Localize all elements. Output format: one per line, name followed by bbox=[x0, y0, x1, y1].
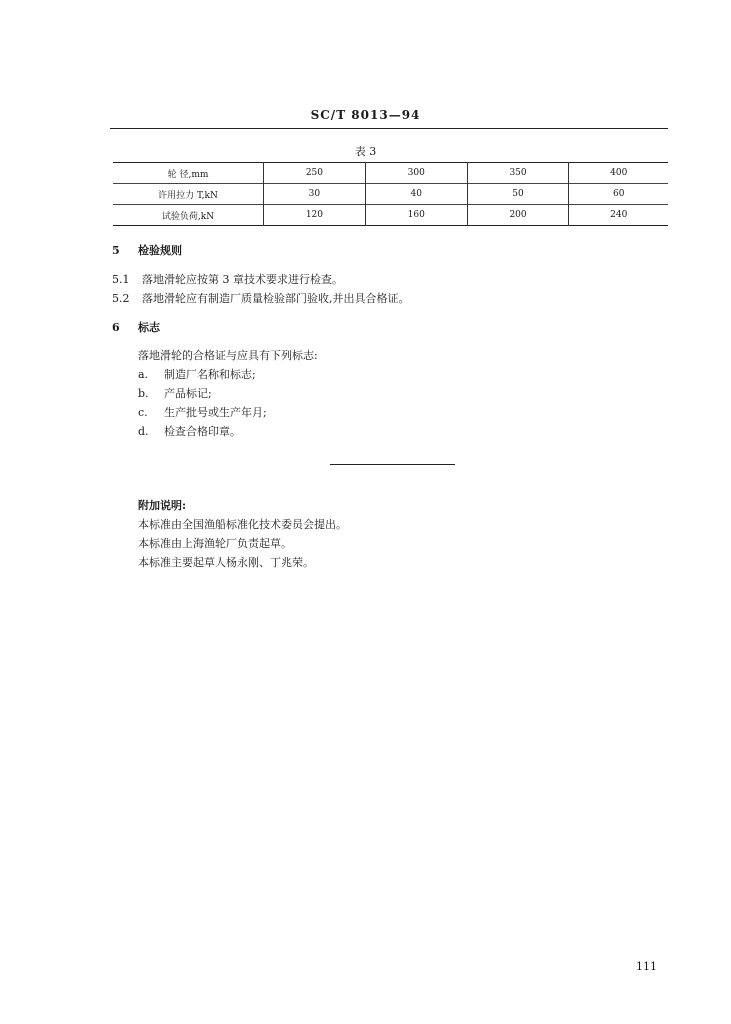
note-line: 本标准由上海渔轮厂负责起草。 bbox=[138, 537, 292, 550]
table-cell: 240 bbox=[569, 205, 668, 226]
section-title: 检验规则 bbox=[138, 244, 182, 257]
clause-text: 落地滑轮应按第 3 章技术要求进行检查。 bbox=[142, 273, 343, 286]
table-cell: 50 bbox=[467, 184, 569, 205]
list-label: d. bbox=[138, 425, 149, 438]
header-rule bbox=[110, 128, 668, 129]
row-label: 许用拉力 T,kN bbox=[158, 190, 218, 201]
section-6-intro: 落地滑轮的合格证与应具有下列标志: bbox=[138, 349, 318, 362]
list-text: 制造厂名称和标志; bbox=[164, 368, 256, 381]
table-row bbox=[113, 205, 668, 226]
section-6-heading bbox=[112, 319, 160, 335]
table-cell: 300 bbox=[365, 163, 467, 184]
list-item bbox=[138, 385, 212, 401]
spec-table bbox=[113, 162, 668, 226]
table-title: 表 3 bbox=[354, 145, 377, 158]
section-5-heading bbox=[112, 242, 182, 258]
table-cell: 120 bbox=[264, 205, 366, 226]
row-label: 轮 径,mm bbox=[167, 169, 209, 180]
list-item bbox=[138, 404, 267, 420]
list-text: 生产批号或生产年月; bbox=[164, 406, 267, 419]
table-cell: 250 bbox=[264, 163, 366, 184]
table-cell: 30 bbox=[264, 184, 366, 205]
note-line: 本标准由全国渔船标准化技术委员会提出。 bbox=[138, 518, 347, 531]
clause-5-1 bbox=[112, 271, 343, 287]
list-item bbox=[138, 423, 241, 439]
clause-text: 落地滑轮应有制造厂质量检验部门验收,并出具合格证。 bbox=[142, 292, 410, 305]
standard-code: SC/T 8013—94 bbox=[310, 108, 421, 122]
clause-number: 5.2 bbox=[112, 292, 130, 305]
note-line: 本标准主要起草人杨永刚、丁兆荣。 bbox=[138, 556, 314, 569]
table-row bbox=[113, 184, 668, 205]
end-rule bbox=[330, 464, 455, 465]
list-label: b. bbox=[138, 387, 149, 400]
list-label: c. bbox=[138, 406, 148, 419]
table-cell: 160 bbox=[365, 205, 467, 226]
section-number: 6 bbox=[112, 321, 120, 334]
list-label: a. bbox=[138, 368, 149, 381]
list-text: 检查合格印章。 bbox=[164, 425, 241, 438]
row-label: 试验负荷,kN bbox=[161, 211, 215, 222]
notes-title: 附加说明: bbox=[138, 499, 187, 512]
list-text: 产品标记; bbox=[164, 387, 212, 400]
table-cell: 60 bbox=[569, 184, 668, 205]
table-cell: 40 bbox=[365, 184, 467, 205]
section-title: 标志 bbox=[138, 321, 160, 334]
page-number: 111 bbox=[636, 960, 657, 973]
clause-number: 5.1 bbox=[112, 273, 130, 286]
table-cell: 200 bbox=[467, 205, 569, 226]
clause-5-2 bbox=[112, 290, 410, 306]
section-number: 5 bbox=[112, 244, 120, 257]
table-cell: 400 bbox=[569, 163, 668, 184]
table-row bbox=[113, 163, 668, 184]
list-item bbox=[138, 366, 256, 382]
table-cell: 350 bbox=[467, 163, 569, 184]
